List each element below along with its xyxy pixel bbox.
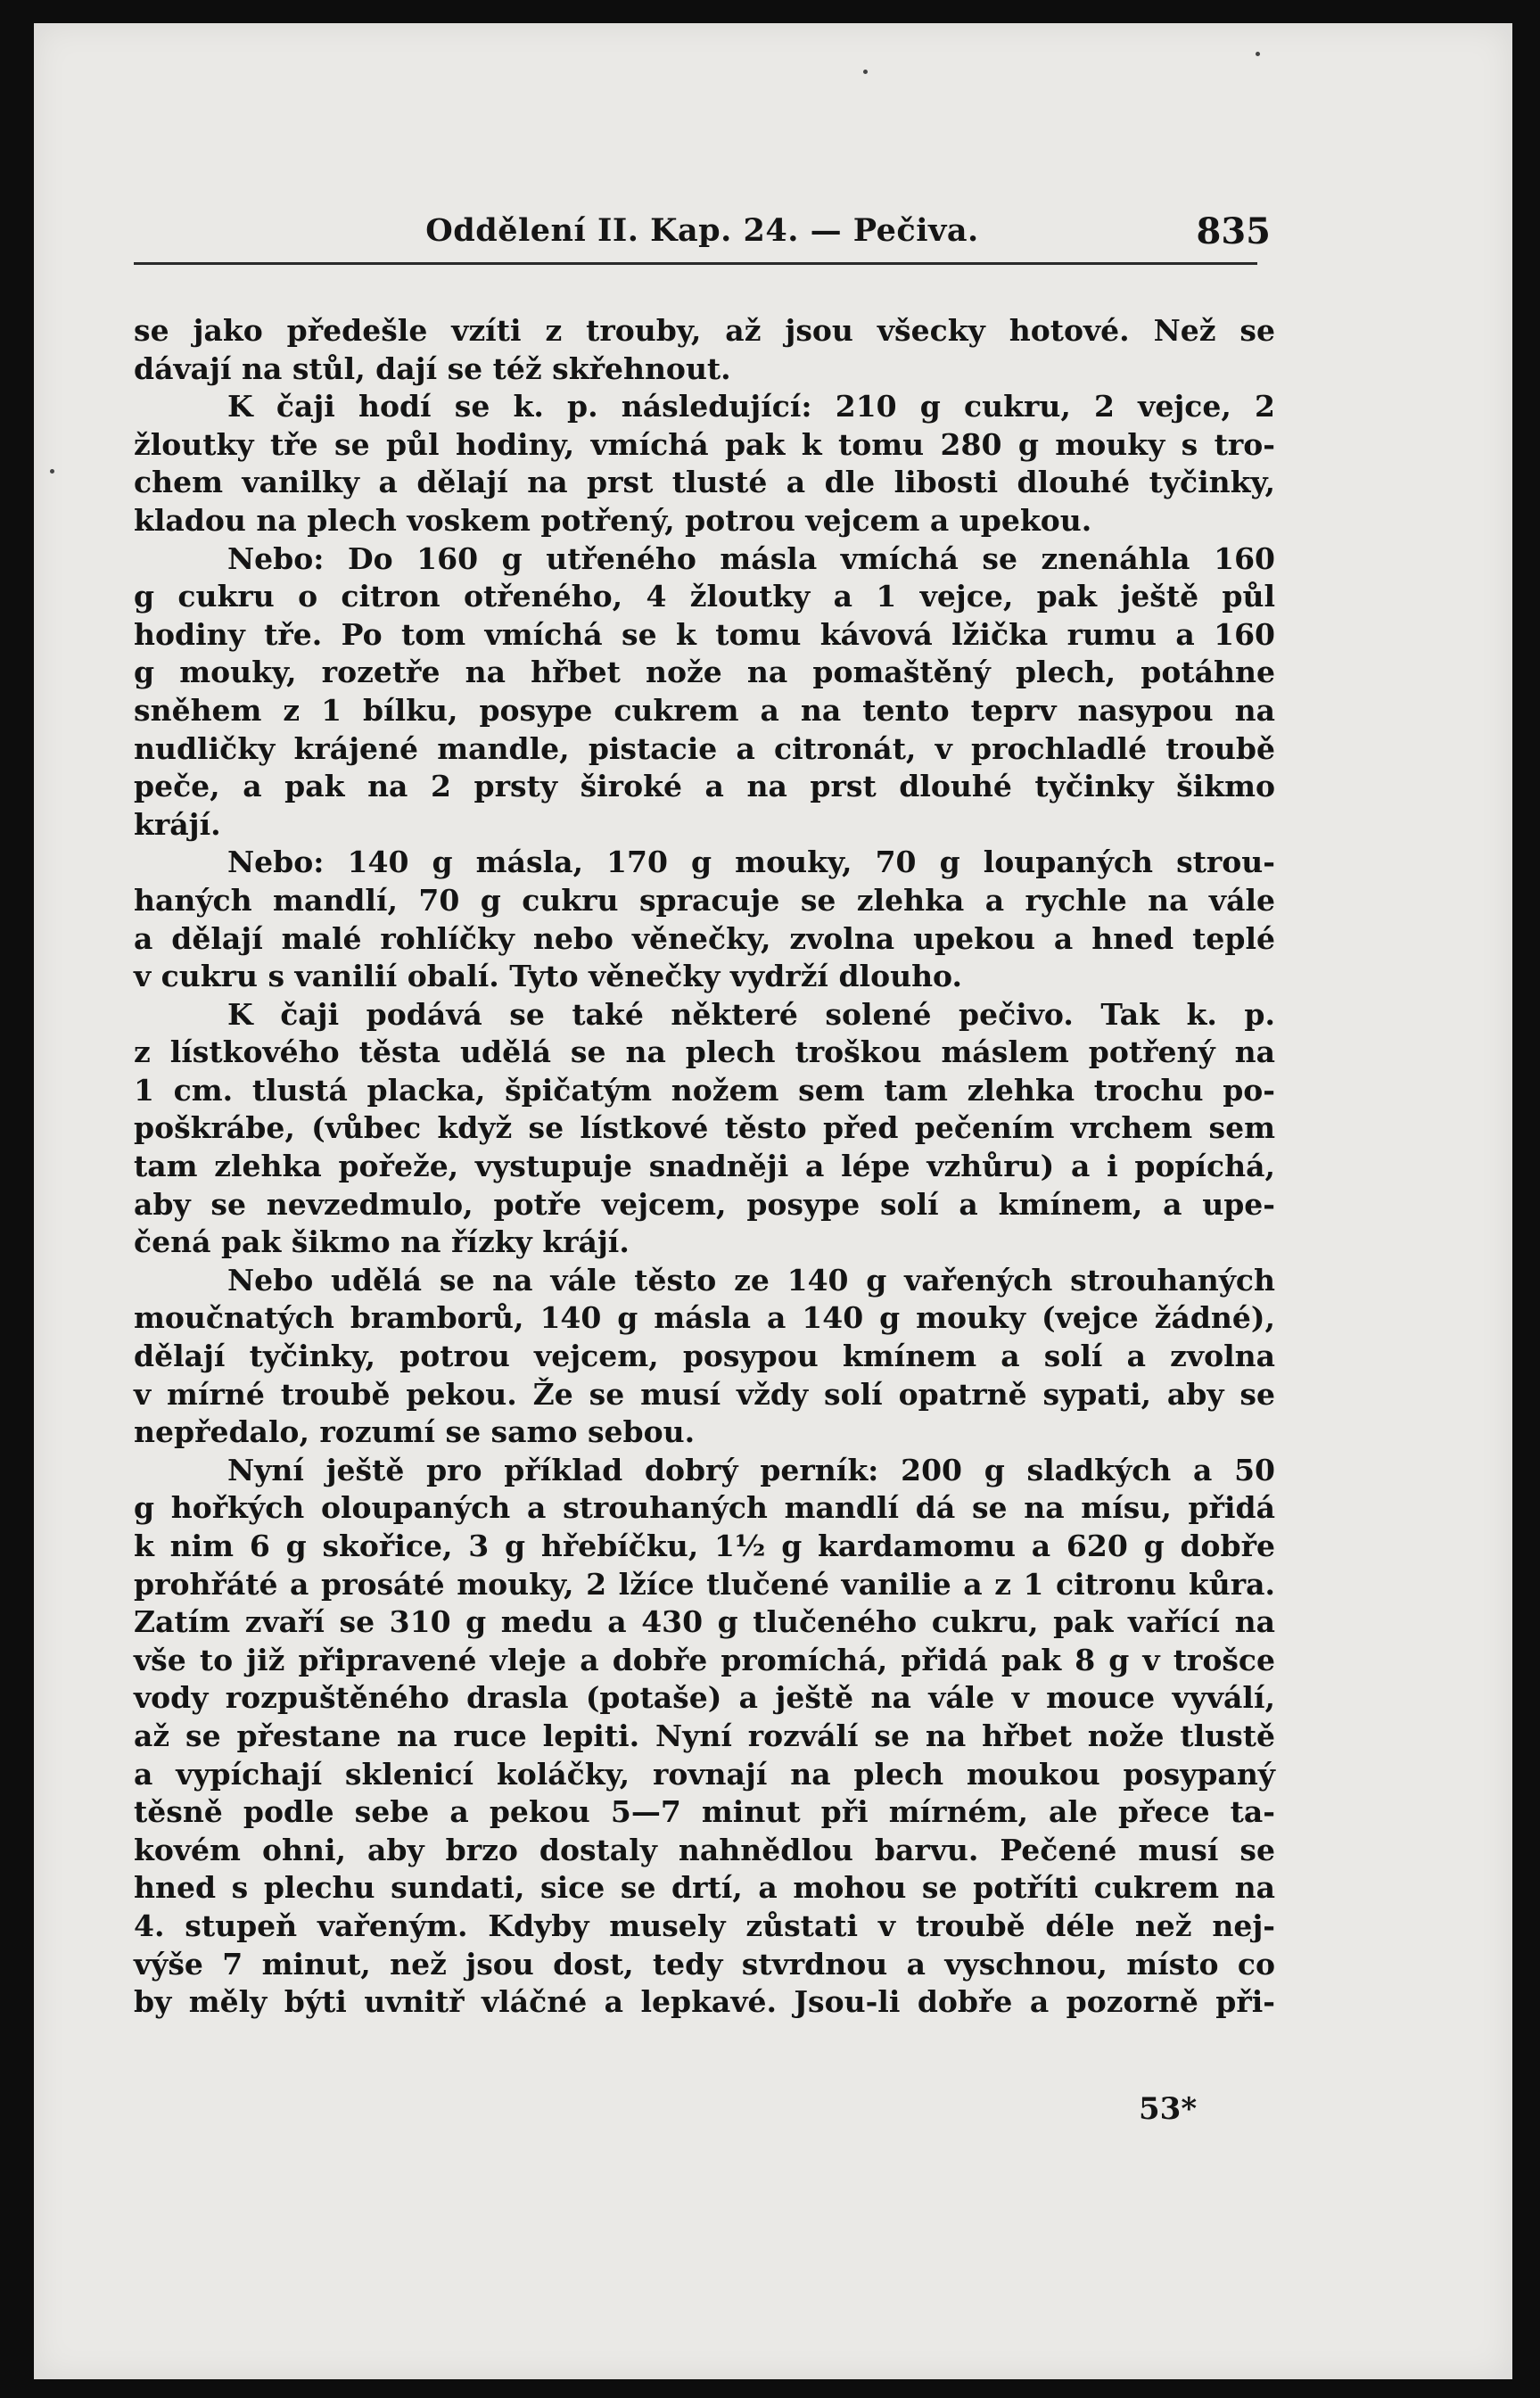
text-line: nudličky krájené mandle, pistacie a citronát, v prochladlé troubě bbox=[134, 730, 1275, 766]
text-line: prohřáté a prosáté mouky, 2 lžíce tlučené vanilie a z 1 citronu kůra. bbox=[134, 1566, 1275, 1602]
text-line: 1 cm. tlustá placka, špičatým nožem sem tam zlehka trochu po- bbox=[134, 1072, 1275, 1108]
text-line: až se přestane na ruce lepiti. Nyní rozválí se na hřbet nože tlustě bbox=[134, 1718, 1275, 1753]
text-line: g cukru o citron otřeného, 4 žloutky a 1 vejce, pak ještě půl bbox=[134, 579, 1275, 614]
text-line: Nebo: 140 g másla, 170 g mouky, 70 g loupaných strou- bbox=[227, 845, 1275, 880]
text-line: výše 7 minut, než jsou dost, tedy stvrdnou a vyschnou, místo co bbox=[134, 1946, 1275, 1982]
dust-speck bbox=[863, 70, 868, 74]
text-line: kladou na plech voskem potřený, potrou vejcem a upekou. bbox=[134, 502, 1092, 538]
dust-speck bbox=[50, 469, 54, 474]
text-line: haných mandlí, 70 g cukru spracuje se zlehka a rychle na vále bbox=[134, 882, 1275, 918]
text-line: kovém ohni, aby brzo dostaly nahnědlou barvu. Pečené musí se bbox=[134, 1832, 1275, 1867]
text-line: žloutky tře se půl hodiny, vmíchá pak k tomu 280 g mouky s tro- bbox=[134, 426, 1275, 462]
text-line: Nebo: Do 160 g utřeného másla vmíchá se znenáhla 160 bbox=[227, 540, 1275, 576]
text-line: těsně podle sebe a pekou 5—7 minut při mírném, ale přece ta- bbox=[134, 1794, 1275, 1830]
text-line: peče, a pak na 2 prsty široké a na prst dlouhé tyčinky šikmo bbox=[134, 769, 1275, 804]
page-header bbox=[134, 212, 1271, 266]
text-line: hodiny tře. Po tom vmíchá se k tomu kávová lžička rumu a 160 bbox=[134, 616, 1275, 652]
text-line: čená pak šikmo na řízky krájí. bbox=[134, 1224, 630, 1260]
text-line: vše to již připravené vleje a dobře promíchá, přidá pak 8 g v trošce bbox=[134, 1642, 1275, 1677]
text-line: Nebo udělá se na vále těsto ze 140 g vařených strouhaných bbox=[227, 1262, 1275, 1298]
text-line: moučnatých bramborů, 140 g másla a 140 g mouky (vejce žádné), bbox=[134, 1300, 1275, 1336]
text-line: v mírné troubě pekou. Že se musí vždy solí opatrně sypati, aby se bbox=[134, 1376, 1275, 1412]
text-line: poškrábe, (vůbec když se lístkové těsto před pečením vrchem sem bbox=[134, 1110, 1275, 1146]
text-line: a vypíchají sklenicí koláčky, rovnají na plech moukou posypaný bbox=[134, 1756, 1275, 1792]
text-line: vody rozpuštěného drasla (potaše) a ještě na vále v mouce vyválí, bbox=[134, 1680, 1275, 1716]
text-line: chem vanilky a dělají na prst tlusté a dle libosti dlouhé tyčinky, bbox=[134, 465, 1275, 500]
text-line: k nim 6 g skořice, 3 g hřebíčku, 1½ g kardamomu a 620 g dobře bbox=[134, 1529, 1275, 1563]
text-line: 4. stupeň vařeným. Kdyby musely zůstati v troubě déle než nej- bbox=[134, 1908, 1275, 1943]
text-line: hned s plechu sundati, sice se drtí, a mohou se potříti cukrem na bbox=[134, 1870, 1275, 1906]
text-line: se jako předešle vzíti z trouby, až jsou všecky hotové. Než se bbox=[134, 313, 1275, 348]
text-line: z lístkového těsta udělá se na plech troškou máslem potřený na bbox=[134, 1034, 1275, 1070]
page-number: 835 bbox=[1196, 210, 1271, 252]
text-line: aby se nevzedmulo, potře vejcem, posype solí a kmínem, a upe- bbox=[134, 1186, 1275, 1222]
text-line: g mouky, rozetře na hřbet nože na pomaštěný plech, potáhne bbox=[134, 655, 1275, 690]
text-line: sněhem z 1 bílku, posype cukrem a na tento teprv nasypou na bbox=[134, 692, 1275, 728]
text-line: v cukru s vanilií obalí. Tyto věnečky vydrží dlouho. bbox=[134, 959, 962, 994]
text-line: nepředalo, rozumí se samo sebou. bbox=[134, 1414, 696, 1450]
text-line: krájí. bbox=[134, 806, 221, 842]
text-line: dávají na stůl, dají se též skřehnout. bbox=[134, 350, 731, 386]
text-line: K čaji podává se také některé solené pečivo. Tak k. p. bbox=[227, 996, 1275, 1032]
text-line: Nyní ještě pro příklad dobrý perník: 200 g sladkých a 50 bbox=[227, 1452, 1275, 1487]
text-line: Zatím zvaří se 310 g medu a 430 g tlučeného cukru, pak vařící na bbox=[134, 1604, 1275, 1640]
body-text bbox=[134, 312, 1275, 2022]
header-rule bbox=[134, 262, 1257, 265]
text-line: dělají tyčinky, potrou vejcem, posypou kmínem a solí a zvolna bbox=[134, 1339, 1275, 1374]
text-line: a dělají malé rohlíčky nebo věnečky, zvolna upekou a hned teplé bbox=[134, 920, 1275, 956]
signature-mark: 53* bbox=[1139, 2091, 1198, 2127]
text-line: tam zlehka pořeže, vystupuje snadněji a lépe vzhůru) a i popíchá, bbox=[134, 1149, 1275, 1184]
text-line: by měly býti uvnitř vláčné a lepkavé. Jsou-li dobře a pozorně při- bbox=[134, 1984, 1275, 2020]
text-line: K čaji hodí se k. p. následující: 210 g cukru, 2 vejce, 2 bbox=[227, 389, 1275, 424]
running-head: Oddělení II. Kap. 24. — Pečiva. bbox=[425, 212, 979, 249]
text-line: g hořkých oloupaných a strouhaných mandlí dá se na mísu, přidá bbox=[134, 1490, 1275, 1526]
dust-speck bbox=[1256, 52, 1260, 56]
